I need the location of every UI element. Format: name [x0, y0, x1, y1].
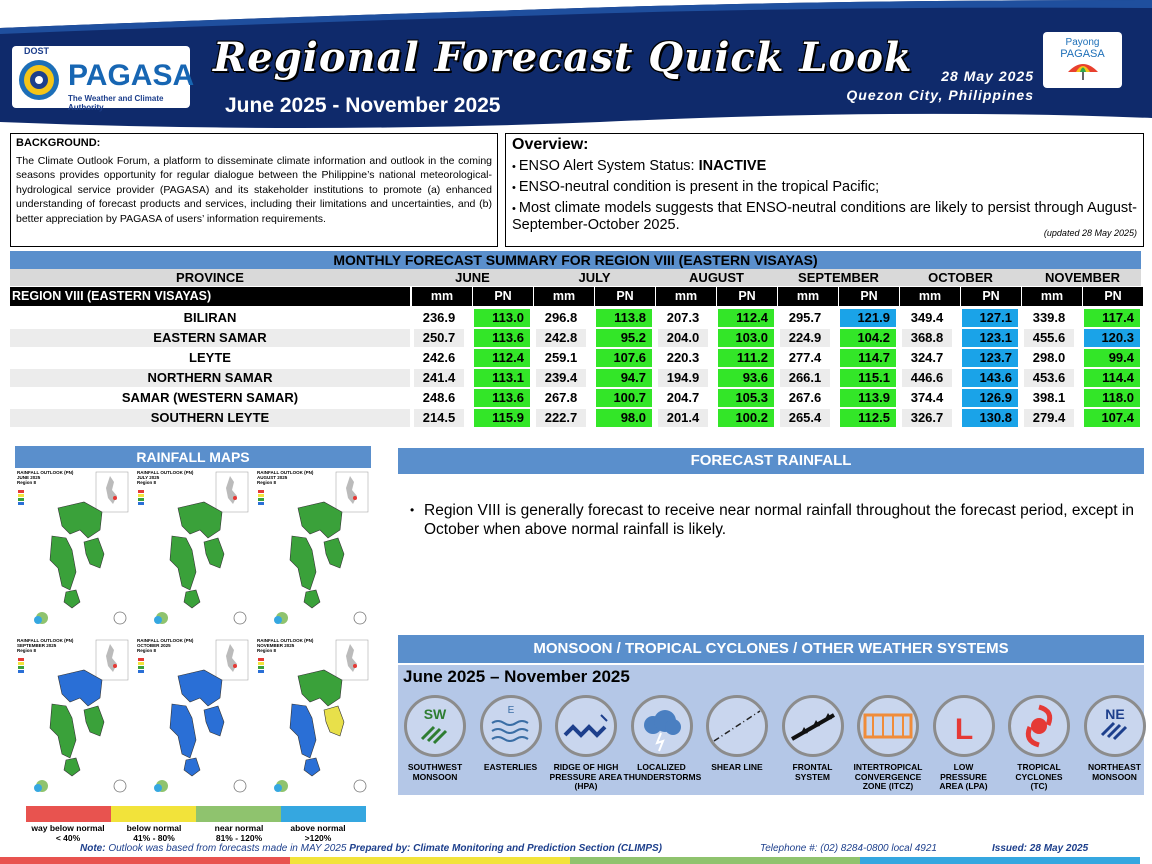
- weather-system-item: [624, 695, 700, 782]
- province-name: LEYTE: [189, 350, 231, 365]
- agency-tagline: The Weather and Climate Authority: [68, 94, 164, 112]
- rainfall-map: [254, 636, 372, 802]
- weather-system-label-line: PRESSURE AREA: [549, 771, 623, 782]
- pn-cell: 103.0: [718, 329, 774, 347]
- weather-system-label: [397, 763, 473, 782]
- map-region: Region 8: [17, 648, 37, 653]
- map-region: Region 8: [137, 480, 157, 485]
- province-name: SAMAR (WESTERN SAMAR): [121, 390, 299, 405]
- weather-system-label-line: SOUTHWEST: [407, 762, 463, 772]
- legend-above-swatch: [281, 806, 366, 822]
- enso-status-value: INACTIVE: [698, 158, 767, 174]
- legend-label-range: 41% - 80%: [133, 833, 175, 843]
- itcz-icon: [857, 695, 919, 757]
- pn-cell: 120.3: [1084, 329, 1140, 347]
- map-month: AUGUST 2025: [257, 475, 288, 480]
- month-header: NOVEMBER: [1044, 270, 1121, 285]
- legend-near-swatch: [196, 806, 281, 822]
- unit-mm-header: mm: [412, 287, 472, 306]
- weather-system-label: [699, 763, 775, 773]
- map-region: Region 8: [257, 648, 277, 653]
- region-map-icon: [134, 468, 252, 634]
- legend-label-range: 81% - 120%: [215, 833, 263, 843]
- pn-cell: 130.8: [962, 409, 1018, 427]
- thunderstorm-icon: [631, 695, 693, 757]
- background-box: [10, 133, 498, 247]
- footer-note-label: Note:: [80, 843, 106, 854]
- weather-system-label-line: PRESSURE: [940, 771, 987, 782]
- footer-bar-yellow: [290, 857, 570, 864]
- pn-cell: 113.0: [474, 309, 530, 327]
- pn-cell: 118.0: [1084, 389, 1140, 407]
- lpa-icon: [933, 695, 995, 757]
- svg-text:L: L: [954, 713, 973, 746]
- pn-cell: 115.9: [474, 409, 530, 427]
- table-row: [10, 329, 1141, 347]
- unit-pn-header: PN: [595, 287, 655, 306]
- pn-cell: 100.7: [596, 389, 652, 407]
- weather-system-label-line: (TC): [1030, 781, 1048, 791]
- table-row: [10, 369, 1141, 387]
- weather-system-label-line: ZONE (ITCZ): [862, 781, 914, 791]
- weather-system-label-line: MONSOON: [1092, 771, 1137, 782]
- footer-bar-blue: [860, 857, 1140, 864]
- month-header: JUNE: [455, 270, 490, 285]
- mm-cell: 214.5: [414, 409, 464, 427]
- mm-cell: 296.8: [544, 310, 578, 325]
- month-header: AUGUST: [689, 270, 744, 285]
- legend-label-range: < 40%: [55, 833, 81, 843]
- weather-system-item: [699, 695, 775, 773]
- rainfall-legend: [26, 806, 366, 822]
- mm-cell: 446.6: [902, 369, 952, 387]
- weather-systems-panel: [398, 665, 1144, 795]
- table-row: [10, 389, 1141, 407]
- region-label: REGION VIII (EASTERN VISAYAS): [10, 287, 410, 306]
- pn-cell: 143.6: [962, 369, 1018, 387]
- mm-cell: 222.7: [536, 409, 586, 427]
- weather-systems-heading: MONSOON / TROPICAL CYCLONES / OTHER WEATHER SYSTEMS: [398, 635, 1144, 663]
- footer-prepared: Prepared by: Climate Monitoring and Prediction Section (CLIMPS): [349, 843, 663, 854]
- legend-label-name: below normal: [126, 823, 182, 833]
- pn-cell: 111.2: [718, 349, 774, 367]
- pn-cell: 95.2: [596, 329, 652, 347]
- legend-label-range: >120%: [304, 833, 332, 843]
- weather-system-label-line: (HPA): [574, 781, 598, 791]
- pn-cell: 115.1: [840, 369, 896, 387]
- mm-cell: 398.1: [1032, 390, 1066, 405]
- weather-system-label: [775, 763, 851, 782]
- mm-cell: 295.7: [788, 310, 822, 325]
- map-month: JULY 2025: [137, 475, 160, 480]
- overview-item-models: • Most climate models suggests that ENSO-neutral conditions are likely to persist through August-September-October 2025.: [512, 200, 1137, 233]
- mm-cell: 267.8: [544, 390, 578, 405]
- overview-box: [505, 133, 1144, 247]
- pagasa-seal-icon: [14, 56, 64, 104]
- legend-label-name: way below normal: [31, 823, 105, 833]
- footer-note-text: Outlook was based from forecasts made in MAY 2025: [105, 843, 350, 854]
- rainfall-maps-heading: RAINFALL MAPS: [15, 446, 371, 468]
- legend-label: [24, 823, 112, 843]
- weather-system-label-line: LOCALIZED: [637, 762, 686, 772]
- weather-system-label-line: EASTERLIES: [483, 762, 538, 772]
- mm-cell: 194.9: [658, 369, 708, 387]
- weather-system-label-line: SYSTEM: [795, 771, 830, 782]
- pn-cell: 123.1: [962, 329, 1018, 347]
- weather-system-label: [850, 763, 926, 792]
- overview-item-enso-status: [512, 158, 1137, 175]
- rainfall-map: [134, 636, 252, 802]
- pn-cell: 98.0: [596, 409, 652, 427]
- rainfall-map: [14, 636, 132, 802]
- rainfall-map: [14, 468, 132, 634]
- legend-way-below-swatch: [26, 806, 111, 822]
- rainfall-map: [134, 468, 252, 634]
- issue-date: 28 May 2025: [941, 68, 1034, 84]
- legend-label: [195, 823, 283, 843]
- province-header: PROVINCE: [176, 270, 244, 285]
- mm-cell: 220.3: [666, 350, 700, 365]
- table-row: [10, 349, 1141, 367]
- province-name: BILIRAN: [183, 310, 237, 325]
- weather-system-label-line: AREA (LPA): [939, 781, 988, 791]
- frontal-system-icon: [782, 695, 844, 757]
- region-map-icon: [254, 636, 372, 802]
- umbrella-icon: [1066, 60, 1100, 82]
- pn-cell: 123.7: [962, 349, 1018, 367]
- legend-label-name: near normal: [214, 823, 264, 833]
- pn-cell: 113.6: [474, 389, 530, 407]
- region-map-icon: [14, 636, 132, 802]
- svg-text:NE: NE: [1104, 706, 1125, 722]
- mm-cell: 455.6: [1024, 329, 1074, 347]
- map-title-text: RAINFALL OUTLOOK (PN): [137, 470, 194, 475]
- pn-cell: 113.8: [596, 309, 652, 327]
- mm-cell: 239.4: [536, 369, 586, 387]
- overview-item-enso-condition: • ENSO-neutral condition is present in the tropical Pacific;: [512, 179, 1137, 196]
- weather-system-label-line: NORTHEAST: [1088, 762, 1141, 772]
- mm-cell: 236.9: [422, 310, 456, 325]
- pn-cell: 113.1: [474, 369, 530, 387]
- unit-pn-header: PN: [473, 287, 533, 306]
- mm-cell: 453.6: [1024, 369, 1074, 387]
- pn-cell: 114.7: [840, 349, 896, 367]
- pn-cell: 100.2: [718, 409, 774, 427]
- pn-cell: 107.4: [1084, 409, 1140, 427]
- forecast-rainfall-text: • Region VIII is generally forecast to receive near normal rainfall throughout the forecast period, except in October when above normal rainfall is likely.: [410, 501, 1134, 539]
- mm-cell: 349.4: [910, 310, 944, 325]
- weather-system-label-line: CYCLONES: [1015, 771, 1063, 782]
- pn-cell: 93.6: [718, 369, 774, 387]
- unit-mm-header: mm: [534, 287, 594, 306]
- easterlies-icon: [480, 695, 542, 757]
- mm-cell: 242.6: [422, 350, 456, 365]
- legend-label: [274, 823, 362, 843]
- unit-mm-header: mm: [656, 287, 716, 306]
- mm-cell: 279.4: [1024, 409, 1074, 427]
- mm-cell: 267.6: [788, 390, 822, 405]
- pn-cell: 94.7: [596, 369, 652, 387]
- svg-text:SW: SW: [423, 706, 447, 722]
- overview-updated: (updated 28 May 2025): [1043, 228, 1137, 238]
- tropical-cyclone-icon: [1008, 695, 1070, 757]
- weather-system-label: [624, 763, 700, 782]
- mm-cell: 265.4: [780, 409, 830, 427]
- header-banner: [0, 0, 1152, 130]
- weather-system-item: [775, 695, 851, 782]
- weather-systems-period: June 2025 – November 2025: [403, 667, 630, 686]
- weather-system-label-line: LOW: [953, 762, 974, 772]
- weather-system-label-line: RIDGE OF HIGH: [553, 762, 619, 772]
- map-title-text: RAINFALL OUTLOOK (PN): [137, 638, 194, 643]
- weather-system-item: [473, 695, 549, 773]
- shear-line-icon: [706, 695, 768, 757]
- province-name: EASTERN SAMAR: [10, 329, 410, 347]
- map-month: OCTOBER 2025: [137, 643, 171, 648]
- weather-system-item: [1077, 695, 1152, 782]
- weather-system-label-line: FRONTAL: [792, 762, 833, 772]
- pn-cell: 107.6: [596, 349, 652, 367]
- rainfall-map: [254, 468, 372, 634]
- pn-cell: 114.4: [1084, 369, 1140, 387]
- weather-system-label-line: INTERTROPICAL: [853, 762, 923, 772]
- mm-cell: 266.1: [780, 369, 830, 387]
- month-header: OCTOBER: [928, 270, 993, 285]
- weather-system-label-line: CONVERGENCE: [854, 771, 922, 782]
- unit-pn-header: PN: [961, 287, 1021, 306]
- mm-cell: 339.8: [1032, 310, 1066, 325]
- mm-cell: 207.3: [666, 310, 700, 325]
- weather-system-item: [1001, 695, 1077, 792]
- weather-system-label-line: TROPICAL: [1017, 762, 1061, 772]
- mm-cell: 224.9: [780, 329, 830, 347]
- mm-cell: 326.7: [902, 409, 952, 427]
- pn-cell: 127.1: [962, 309, 1018, 327]
- mm-cell: 201.4: [658, 409, 708, 427]
- map-title-text: RAINFALL OUTLOOK (PN): [257, 638, 314, 643]
- mm-cell: 242.8: [536, 329, 586, 347]
- pn-cell: 117.4: [1084, 309, 1140, 327]
- weather-system-item: [548, 695, 624, 792]
- pn-cell: 121.9: [840, 309, 896, 327]
- unit-pn-header: PN: [839, 287, 899, 306]
- weather-system-item: [850, 695, 926, 792]
- map-month: SEPTEMBER 2025: [17, 643, 57, 648]
- table-row: [10, 309, 1141, 327]
- unit-mm-header: mm: [900, 287, 960, 306]
- overview-heading: Overview:: [512, 136, 589, 153]
- pn-cell: 105.3: [718, 389, 774, 407]
- weather-system-label-line: MONSOON: [412, 771, 458, 782]
- map-region: Region 8: [17, 480, 37, 485]
- enso-status-label: ENSO Alert System Status:: [518, 158, 699, 174]
- mm-cell: 241.4: [414, 369, 464, 387]
- map-month: NOVEMBER 2025: [257, 643, 295, 648]
- dost-label: DOST: [24, 46, 50, 56]
- region-map-icon: [254, 468, 372, 634]
- background-text: The Climate Outlook Forum, a platform to disseminate climate information and outlook in the coming seasons provides opportunity for regular dialogue between the Philippine’s national meteorological-hydrological service provider (PAGASA) and its stakeholder institutions to promote (a) enhanced understanding of forecast products and services, including their limitations and uncertainties, and (b) better appreciation by PAGASA of users’ information requirements.: [16, 155, 492, 225]
- footer-issued: Issued: 28 May 2025: [992, 843, 1089, 854]
- mm-cell: 248.6: [422, 390, 456, 405]
- mm-cell: 277.4: [788, 350, 822, 365]
- province-name: SOUTHERN LEYTE: [10, 409, 410, 427]
- pn-cell: 112.4: [474, 349, 530, 367]
- payong-pagasa-label: PAGASA: [1060, 48, 1105, 60]
- unit-mm-header: mm: [778, 287, 838, 306]
- table-row: [10, 409, 1141, 427]
- weather-system-item: [397, 695, 473, 782]
- mm-cell: 259.1: [544, 350, 578, 365]
- region-map-icon: [14, 468, 132, 634]
- weather-system-label: [1001, 763, 1077, 792]
- page-subtitle: June 2025 - November 2025: [225, 94, 501, 117]
- pn-cell: 99.4: [1084, 349, 1140, 367]
- payong-label: Payong: [1065, 37, 1100, 48]
- map-month: JUNE 2025: [17, 475, 41, 480]
- table-header: [10, 269, 1141, 286]
- weather-system-label: [548, 763, 624, 792]
- northeast-monsoon-icon: [1084, 695, 1146, 757]
- footer-note: [80, 843, 662, 854]
- weather-system-item: [926, 695, 1002, 792]
- ridge-icon: [555, 695, 617, 757]
- pn-cell: 113.9: [840, 389, 896, 407]
- mm-cell: 204.7: [666, 390, 700, 405]
- map-title-text: RAINFALL OUTLOOK (PN): [257, 470, 314, 475]
- mm-cell: 324.7: [910, 350, 944, 365]
- legend-label: [110, 823, 198, 843]
- mm-cell: 368.8: [902, 329, 952, 347]
- mm-cell: 298.0: [1032, 350, 1066, 365]
- legend-label-name: above normal: [290, 823, 346, 833]
- region-map-icon: [134, 636, 252, 802]
- southwest-monsoon-icon: [404, 695, 466, 757]
- unit-pn-header: PN: [717, 287, 777, 306]
- pn-cell: 112.4: [718, 309, 774, 327]
- pagasa-logo: [12, 46, 195, 112]
- rainfall-maps-grid: [14, 468, 372, 802]
- background-heading: BACKGROUND:: [16, 137, 101, 149]
- map-region: Region 8: [257, 480, 277, 485]
- unit-mm-header: mm: [1022, 287, 1082, 306]
- month-header: JULY: [578, 270, 611, 285]
- weather-system-label-line: SHEAR LINE: [711, 762, 763, 772]
- pn-cell: 104.2: [840, 329, 896, 347]
- table-title: MONTHLY FORECAST SUMMARY FOR REGION VIII (EASTERN VISAYAS): [10, 251, 1141, 270]
- month-header: SEPTEMBER: [798, 270, 879, 285]
- forecast-rainfall-heading: FORECAST RAINFALL: [398, 448, 1144, 474]
- map-title-text: RAINFALL OUTLOOK (PN): [17, 470, 74, 475]
- payong-pagasa-logo: [1043, 32, 1122, 88]
- agency-name: PAGASA: [68, 59, 195, 92]
- map-title-text: RAINFALL OUTLOOK (PN): [17, 638, 74, 643]
- issue-place: Quezon City, Philippines: [846, 87, 1034, 103]
- pn-cell: 126.9: [962, 389, 1018, 407]
- province-name: NORTHERN SAMAR: [10, 369, 410, 387]
- mm-cell: 374.4: [910, 390, 944, 405]
- mm-cell: 250.7: [414, 329, 464, 347]
- weather-system-label-line: THUNDERSTORMS: [623, 771, 702, 782]
- weather-system-label: [473, 763, 549, 773]
- pn-cell: 113.6: [474, 329, 530, 347]
- page-title: Regional Forecast Quick Look: [213, 34, 913, 81]
- map-region: Region 8: [137, 648, 157, 653]
- footer-bar-red: [0, 857, 290, 864]
- mm-cell: 204.0: [658, 329, 708, 347]
- weather-system-label: [926, 763, 1002, 792]
- svg-text:E: E: [507, 705, 514, 716]
- footer-telephone: Telephone #: (02) 8284-0800 local 4921: [760, 843, 937, 854]
- pn-cell: 112.5: [840, 409, 896, 427]
- unit-pn-header: PN: [1083, 287, 1143, 306]
- legend-below-swatch: [111, 806, 196, 822]
- footer-bar-green: [570, 857, 860, 864]
- weather-system-label: [1077, 763, 1152, 782]
